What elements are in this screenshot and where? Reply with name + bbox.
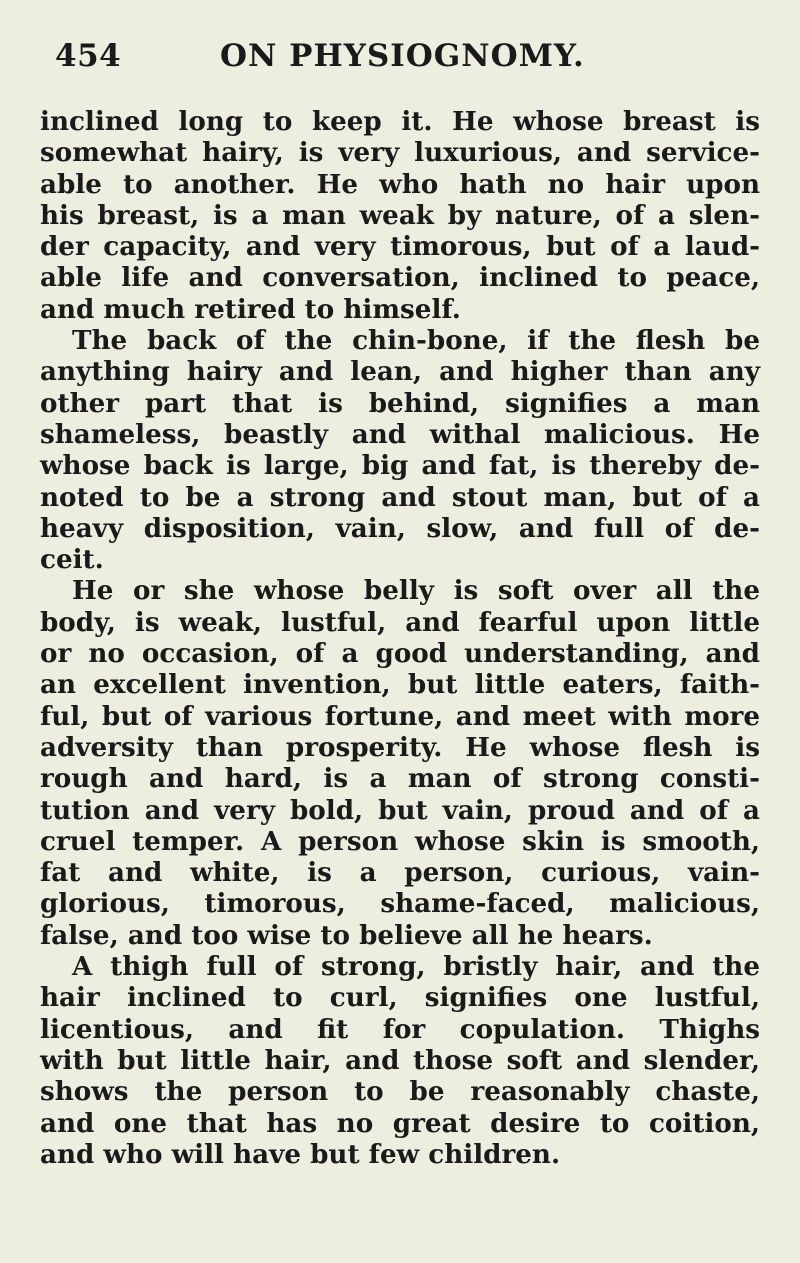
text-line: somewhat hairy, is very luxurious, and service- [40, 137, 760, 169]
text-line: adversity than prosperity. He whose flesh is [40, 731, 760, 763]
text-line: heavy disposition, vain, slow, and full of de- [40, 512, 760, 544]
text-line: glorious, timorous, shame-faced, malicious, [40, 888, 760, 920]
text-line: other part that is behind, signifies a man [40, 387, 760, 419]
text-line: or no occasion, of a good understanding, and [40, 638, 760, 670]
text-line: whose back is large, big and fat, is thereby de- [40, 450, 760, 482]
body-text [40, 106, 760, 1170]
text-line: licentious, and fit for copulation. Thighs [40, 1013, 760, 1045]
text-line: false, and too wise to believe all he hears. [40, 919, 653, 951]
text-line: tution and very bold, but vain, proud and of a [40, 794, 760, 826]
text-line: able life and conversation, inclined to peace, [40, 262, 760, 294]
text-line: body, is weak, lustful, and fearful upon little [40, 606, 760, 638]
page-header [55, 38, 755, 82]
text-line: shows the person to be reasonably chaste, [40, 1076, 760, 1108]
text-line: and one that has no great desire to coition, [40, 1107, 760, 1139]
text-line: A thigh full of strong, bristly hair, and the [72, 951, 760, 983]
text-line: ceit. [40, 544, 104, 576]
text-line: ful, but of various fortune, and meet with more [40, 700, 760, 732]
text-line: fat and white, is a person, curious, vain- [40, 857, 760, 889]
text-line: inclined long to keep it. He whose breast is [40, 106, 760, 137]
text-line: and much retired to himself. [40, 293, 461, 325]
text-line: The back of the chin-bone, if the flesh be [72, 325, 760, 357]
text-line: an excellent invention, but little eaters, faith- [40, 669, 760, 701]
text-line: der capacity, and very timorous, but of a laud- [40, 231, 760, 263]
text-line: anything hairy and lean, and higher than any [40, 356, 760, 388]
text-line: shameless, beastly and withal malicious. He [40, 418, 760, 450]
running-title: ON PHYSIOGNOMY. [220, 38, 585, 74]
text-line: and who will have but few children. [40, 1138, 561, 1170]
text-line: rough and hard, is a man of strong consti- [40, 763, 760, 795]
text-line: able to another. He who hath no hair upon [40, 168, 760, 200]
text-line: his breast, is a man weak by nature, of a slen- [40, 199, 760, 231]
page-number: 454 [55, 38, 122, 74]
text-line: cruel temper. A person whose skin is smooth, [40, 825, 760, 857]
text-line: hair inclined to curl, signifies one lustful, [40, 982, 760, 1014]
text-line: noted to be a strong and stout man, but of a [40, 481, 760, 513]
text-line: He or she whose belly is soft over all the [72, 575, 760, 607]
text-line: with but little hair, and those soft and slender, [40, 1044, 760, 1076]
